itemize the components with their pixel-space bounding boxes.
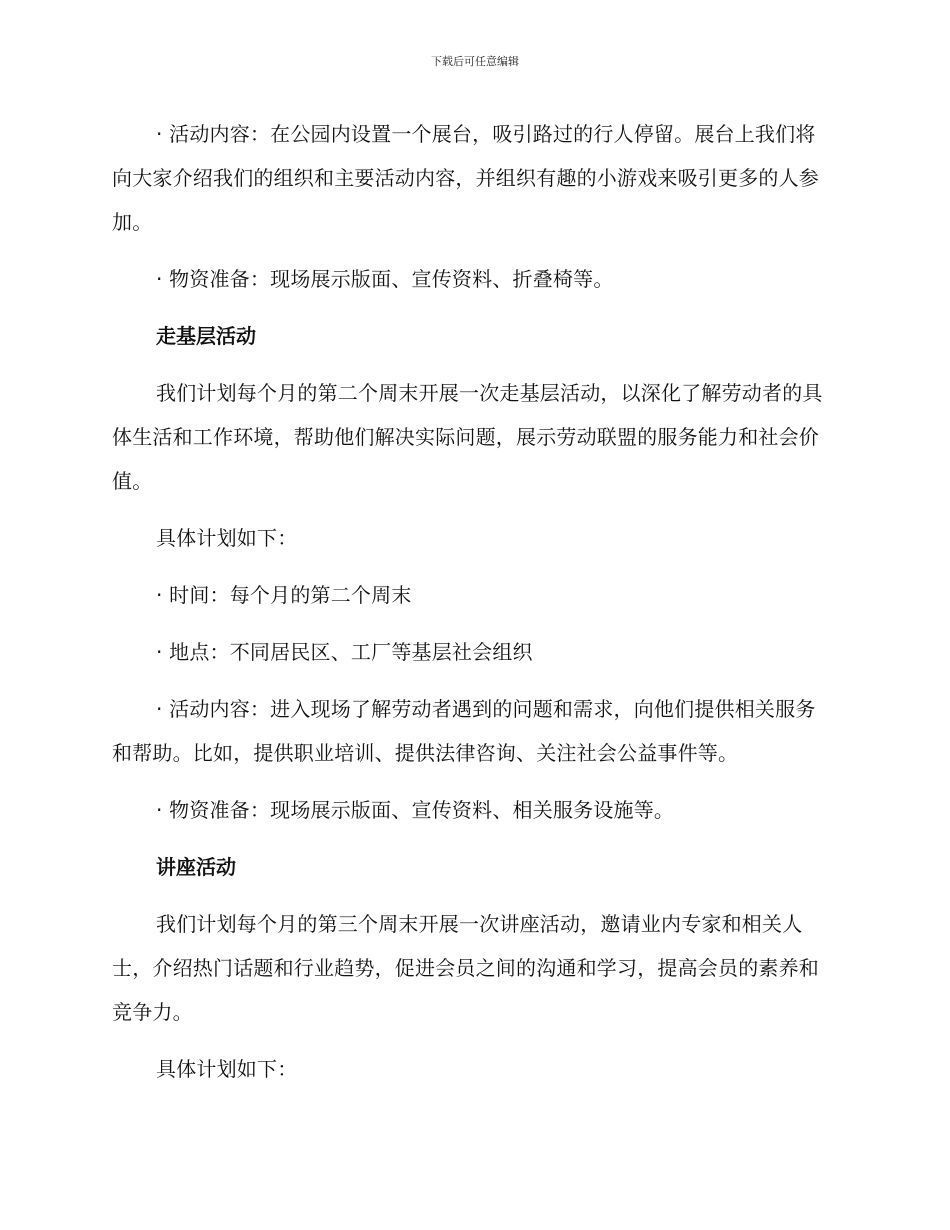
para-grassroots-content: · 活动内容：进入现场了解劳动者遇到的问题和需求，向他们提供相关服务和帮助。比如，提供职业培训、提供法律咨询、关注社会公益事件等。 <box>112 697 816 765</box>
para-booth-materials: · 物资准备：现场展示版面、宣传资料、折叠椅等。 <box>156 267 614 291</box>
para-grassroots-materials: · 物资准备：现场展示版面、宣传资料、相关服务设施等。 <box>156 798 675 822</box>
heading-grassroots-activity: 走基层活动 <box>156 324 256 348</box>
para-lecture-plan-label: 具体计划如下： <box>156 1057 298 1081</box>
page-header: 下载后可任意编辑 <box>431 55 519 68</box>
heading-lecture-activity: 讲座活动 <box>156 855 236 879</box>
para-grassroots-intro: 我们计划每个月的第二个周末开展一次走基层活动，以深化了解劳动者的具体生活和工作环境，帮助他们解决实际问题，展示劳动联盟的服务能力和社会价值。 <box>112 381 823 493</box>
para-lecture-intro: 我们计划每个月的第三个周末开展一次讲座活动，邀请业内专家和相关人士，介绍热门话题和行业趋势，促进会员之间的沟通和学习，提高会员的素养和竞争力。 <box>112 912 819 1024</box>
para-grassroots-plan-label: 具体计划如下： <box>156 526 298 550</box>
para-grassroots-time: · 时间：每个月的第二个周末 <box>156 583 412 607</box>
para-booth-activity-content: · 活动内容：在公园内设置一个展台，吸引路过的行人停留。展台上我们将向大家介绍我们的组织和主要活动内容，并组织有趣的小游戏来吸引更多的人参加。 <box>112 122 819 234</box>
document-body <box>112 112 832 1104</box>
para-grassroots-location: · 地点：不同居民区、工厂等基层社会组织 <box>156 640 533 664</box>
